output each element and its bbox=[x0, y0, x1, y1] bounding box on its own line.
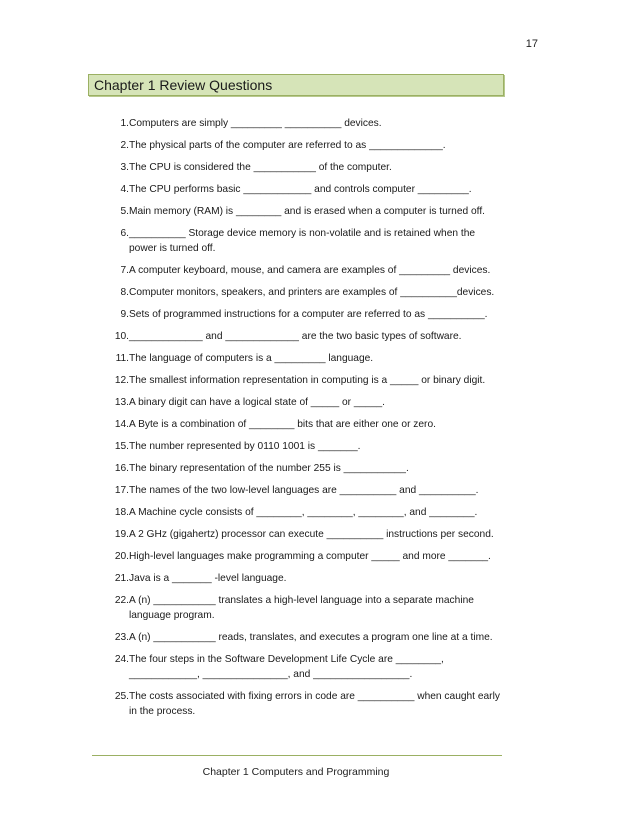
question-text: Computers are simply _________ __________ devices. bbox=[129, 118, 382, 129]
question-item bbox=[100, 461, 505, 476]
question-item bbox=[100, 483, 505, 498]
question-number: 23. bbox=[114, 632, 129, 643]
question-text: The number represented by 0110 1001 is _______. bbox=[129, 441, 361, 452]
question-text: A (n) ___________ translates a high-level language into a separate machine language program. bbox=[129, 595, 474, 621]
question-item bbox=[100, 263, 505, 278]
question-number: 8. bbox=[120, 287, 129, 298]
question-item bbox=[100, 439, 505, 454]
question-number: 12. bbox=[114, 375, 129, 386]
question-number: 19. bbox=[114, 529, 129, 540]
question-text: The CPU performs basic ____________ and controls computer _________. bbox=[129, 184, 472, 195]
question-text: A computer keyboard, mouse, and camera are examples of _________ devices. bbox=[129, 265, 491, 276]
question-number: 2. bbox=[120, 140, 129, 151]
question-item bbox=[100, 630, 505, 645]
question-text: High-level languages make programming a computer _____ and more _______. bbox=[129, 551, 491, 562]
question-text: Java is a _______ -level language. bbox=[129, 573, 287, 584]
question-number: 20. bbox=[114, 551, 129, 562]
question-number: 25. bbox=[114, 691, 129, 702]
question-text: Computer monitors, speakers, and printers are examples of __________devices. bbox=[129, 287, 495, 298]
question-item bbox=[100, 116, 505, 131]
question-text: A Machine cycle consists of ________, ________, ________, and ________. bbox=[129, 507, 478, 518]
question-number: 14. bbox=[114, 419, 129, 430]
question-item bbox=[100, 307, 505, 322]
question-item bbox=[100, 226, 505, 256]
question-text: The CPU is considered the ___________ of the computer. bbox=[129, 162, 392, 173]
question-text: The four steps in the Software Development Life Cycle are ________, ____________, _______________, and _________________. bbox=[129, 654, 444, 680]
question-number: 6. bbox=[120, 228, 129, 239]
question-text: Main memory (RAM) is ________ and is erased when a computer is turned off. bbox=[129, 206, 485, 217]
question-item bbox=[100, 549, 505, 564]
question-number: 13. bbox=[114, 397, 129, 408]
question-list bbox=[100, 116, 505, 726]
question-item bbox=[100, 373, 505, 388]
question-text: A binary digit can have a logical state of _____ or _____. bbox=[129, 397, 385, 408]
question-number: 21. bbox=[114, 573, 129, 584]
question-item bbox=[100, 138, 505, 153]
question-item bbox=[100, 329, 505, 344]
question-item bbox=[100, 417, 505, 432]
question-number: 11. bbox=[115, 353, 129, 364]
question-number: 10. bbox=[114, 331, 129, 342]
question-number: 3. bbox=[120, 162, 129, 173]
question-item bbox=[100, 182, 505, 197]
question-text: The language of computers is a _________ language. bbox=[129, 353, 374, 364]
question-item bbox=[100, 285, 505, 300]
question-number: 1. bbox=[120, 118, 129, 129]
question-number: 15. bbox=[114, 441, 129, 452]
question-number: 18. bbox=[114, 507, 129, 518]
question-text: The smallest information representation in computing is a _____ or binary digit. bbox=[129, 375, 486, 386]
question-number: 4. bbox=[120, 184, 129, 195]
question-item bbox=[100, 652, 505, 682]
question-number: 7. bbox=[120, 265, 129, 276]
question-text: The costs associated with fixing errors in code are __________ when caught early in the process. bbox=[129, 691, 500, 717]
question-text: A 2 GHz (gigahertz) processor can execute __________ instructions per second. bbox=[129, 529, 494, 540]
question-item bbox=[100, 204, 505, 219]
footer-divider bbox=[92, 755, 502, 756]
question-text: A Byte is a combination of ________ bits that are either one or zero. bbox=[129, 419, 436, 430]
question-text: The names of the two low-level languages are __________ and __________. bbox=[129, 485, 479, 496]
page-footer: Chapter 1 Computers and Programming bbox=[202, 766, 390, 778]
question-item bbox=[100, 527, 505, 542]
question-number: 22. bbox=[114, 595, 129, 606]
section-heading: Chapter 1 Review Questions bbox=[88, 74, 504, 96]
question-number: 17. bbox=[114, 485, 129, 496]
question-item bbox=[100, 689, 505, 719]
page-number: 17 bbox=[525, 38, 538, 50]
question-number: 9. bbox=[120, 309, 129, 320]
question-item bbox=[100, 160, 505, 175]
question-text: The physical parts of the computer are referred to as _____________. bbox=[129, 140, 446, 151]
question-item bbox=[100, 351, 505, 366]
question-text: The binary representation of the number 255 is ___________. bbox=[129, 463, 409, 474]
question-text: __________ Storage device memory is non-volatile and is retained when the power is turned off. bbox=[129, 228, 476, 254]
question-number: 24. bbox=[114, 654, 129, 665]
question-text: _____________ and _____________ are the two basic types of software. bbox=[129, 331, 462, 342]
question-number: 16. bbox=[114, 463, 129, 474]
question-item bbox=[100, 571, 505, 586]
question-text: Sets of programmed instructions for a computer are referred to as __________. bbox=[129, 309, 488, 320]
question-item bbox=[100, 505, 505, 520]
question-item bbox=[100, 395, 505, 410]
question-item bbox=[100, 593, 505, 623]
question-number: 5. bbox=[120, 206, 129, 217]
question-text: A (n) ___________ reads, translates, and executes a program one line at a time. bbox=[129, 632, 493, 643]
